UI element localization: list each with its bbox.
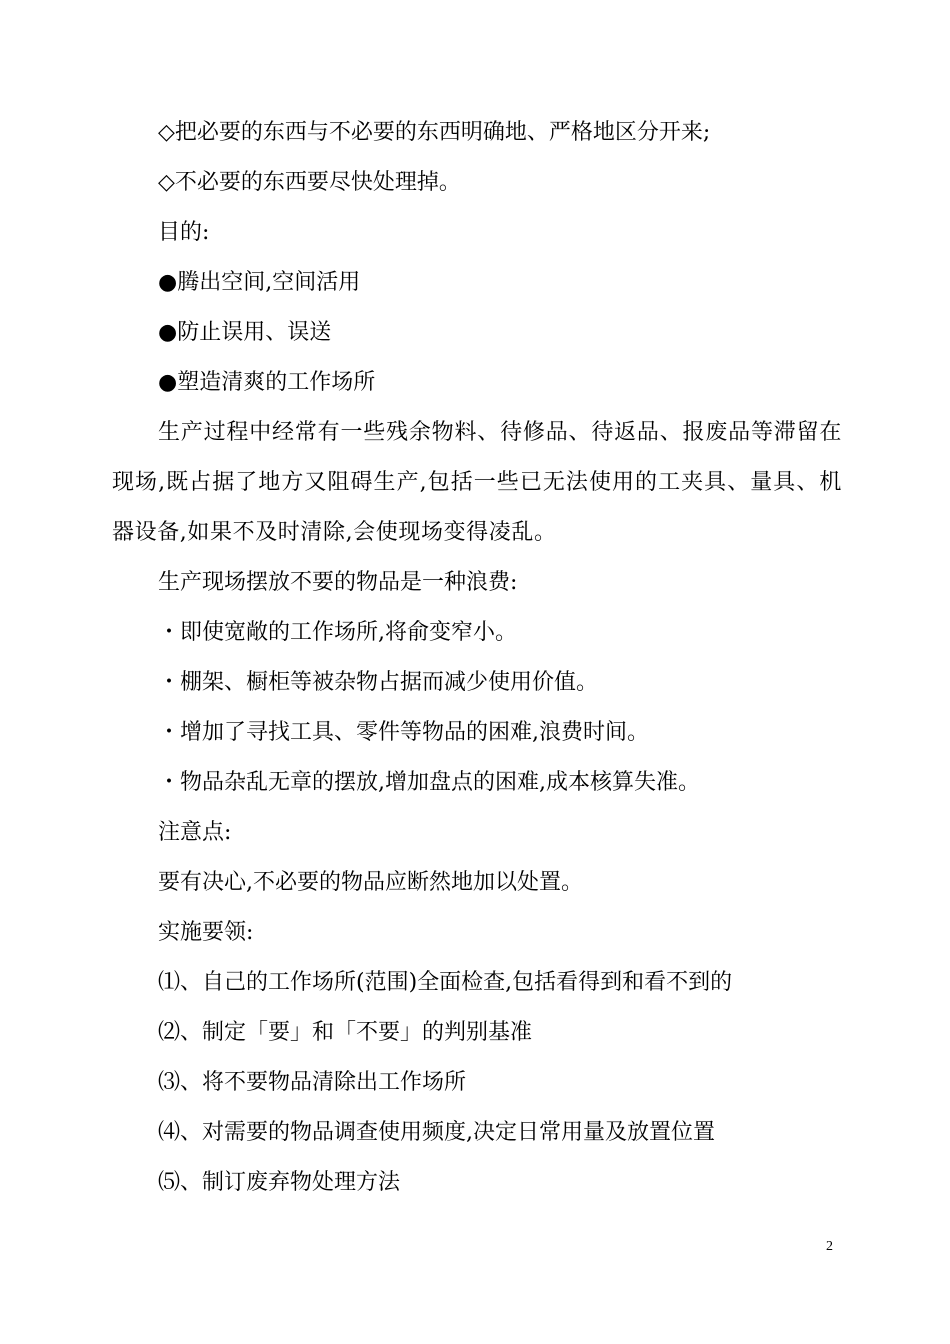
numbered-item: ⑶、将不要物品清除出工作场所 (158, 1070, 467, 1095)
bullet-item: ・增加了寻找工具、零件等物品的困难,浪费时间。 (158, 720, 649, 745)
section-heading: 目的: (158, 220, 210, 245)
text-line: 要有决心,不必要的物品应断然地加以处置。 (158, 870, 583, 895)
bullet-item: ●腾出空间,空间活用 (158, 270, 361, 295)
text-line: ◇把必要的东西与不必要的东西明确地、严格地区分开来; (158, 120, 711, 145)
body-paragraph: 生产过程中经常有一些残余物料、待修品、待返品、报废品等滞留在现场,既占据了地方又阻碍生产,包括一些已无法使用的工夹具、量具、机器设备,如果不及时清除,会使现场变得凌乱。 (112, 420, 842, 545)
numbered-item: ⑴、自己的工作场所(范围)全面检查,包括看得到和看不到的 (158, 970, 733, 995)
document-body (112, 108, 842, 1208)
numbered-item: ⑸、制订废弃物处理方法 (158, 1170, 401, 1195)
text-line: ◇不必要的东西要尽快处理掉。 (158, 170, 461, 195)
text-line: 生产现场摆放不要的物品是一种浪费: (158, 570, 518, 595)
bullet-item: ・棚架、橱柜等被杂物占据而减少使用价值。 (158, 670, 599, 695)
bullet-item: ・物品杂乱无章的摆放,增加盘点的困难,成本核算失准。 (158, 770, 700, 795)
numbered-item: ⑵、制定「要」和「不要」的判别基准 (158, 1020, 533, 1045)
bullet-item: ●塑造清爽的工作场所 (158, 370, 376, 395)
numbered-item: ⑷、对需要的物品调查使用频度,决定日常用量及放置位置 (158, 1120, 715, 1145)
page-number: 2 (826, 1239, 833, 1254)
bullet-item: ●防止误用、误送 (158, 320, 332, 345)
section-heading: 注意点: (158, 820, 232, 845)
section-heading: 实施要领: (158, 920, 254, 945)
bullet-item: ・即使宽敞的工作场所,将俞变窄小。 (158, 620, 517, 645)
